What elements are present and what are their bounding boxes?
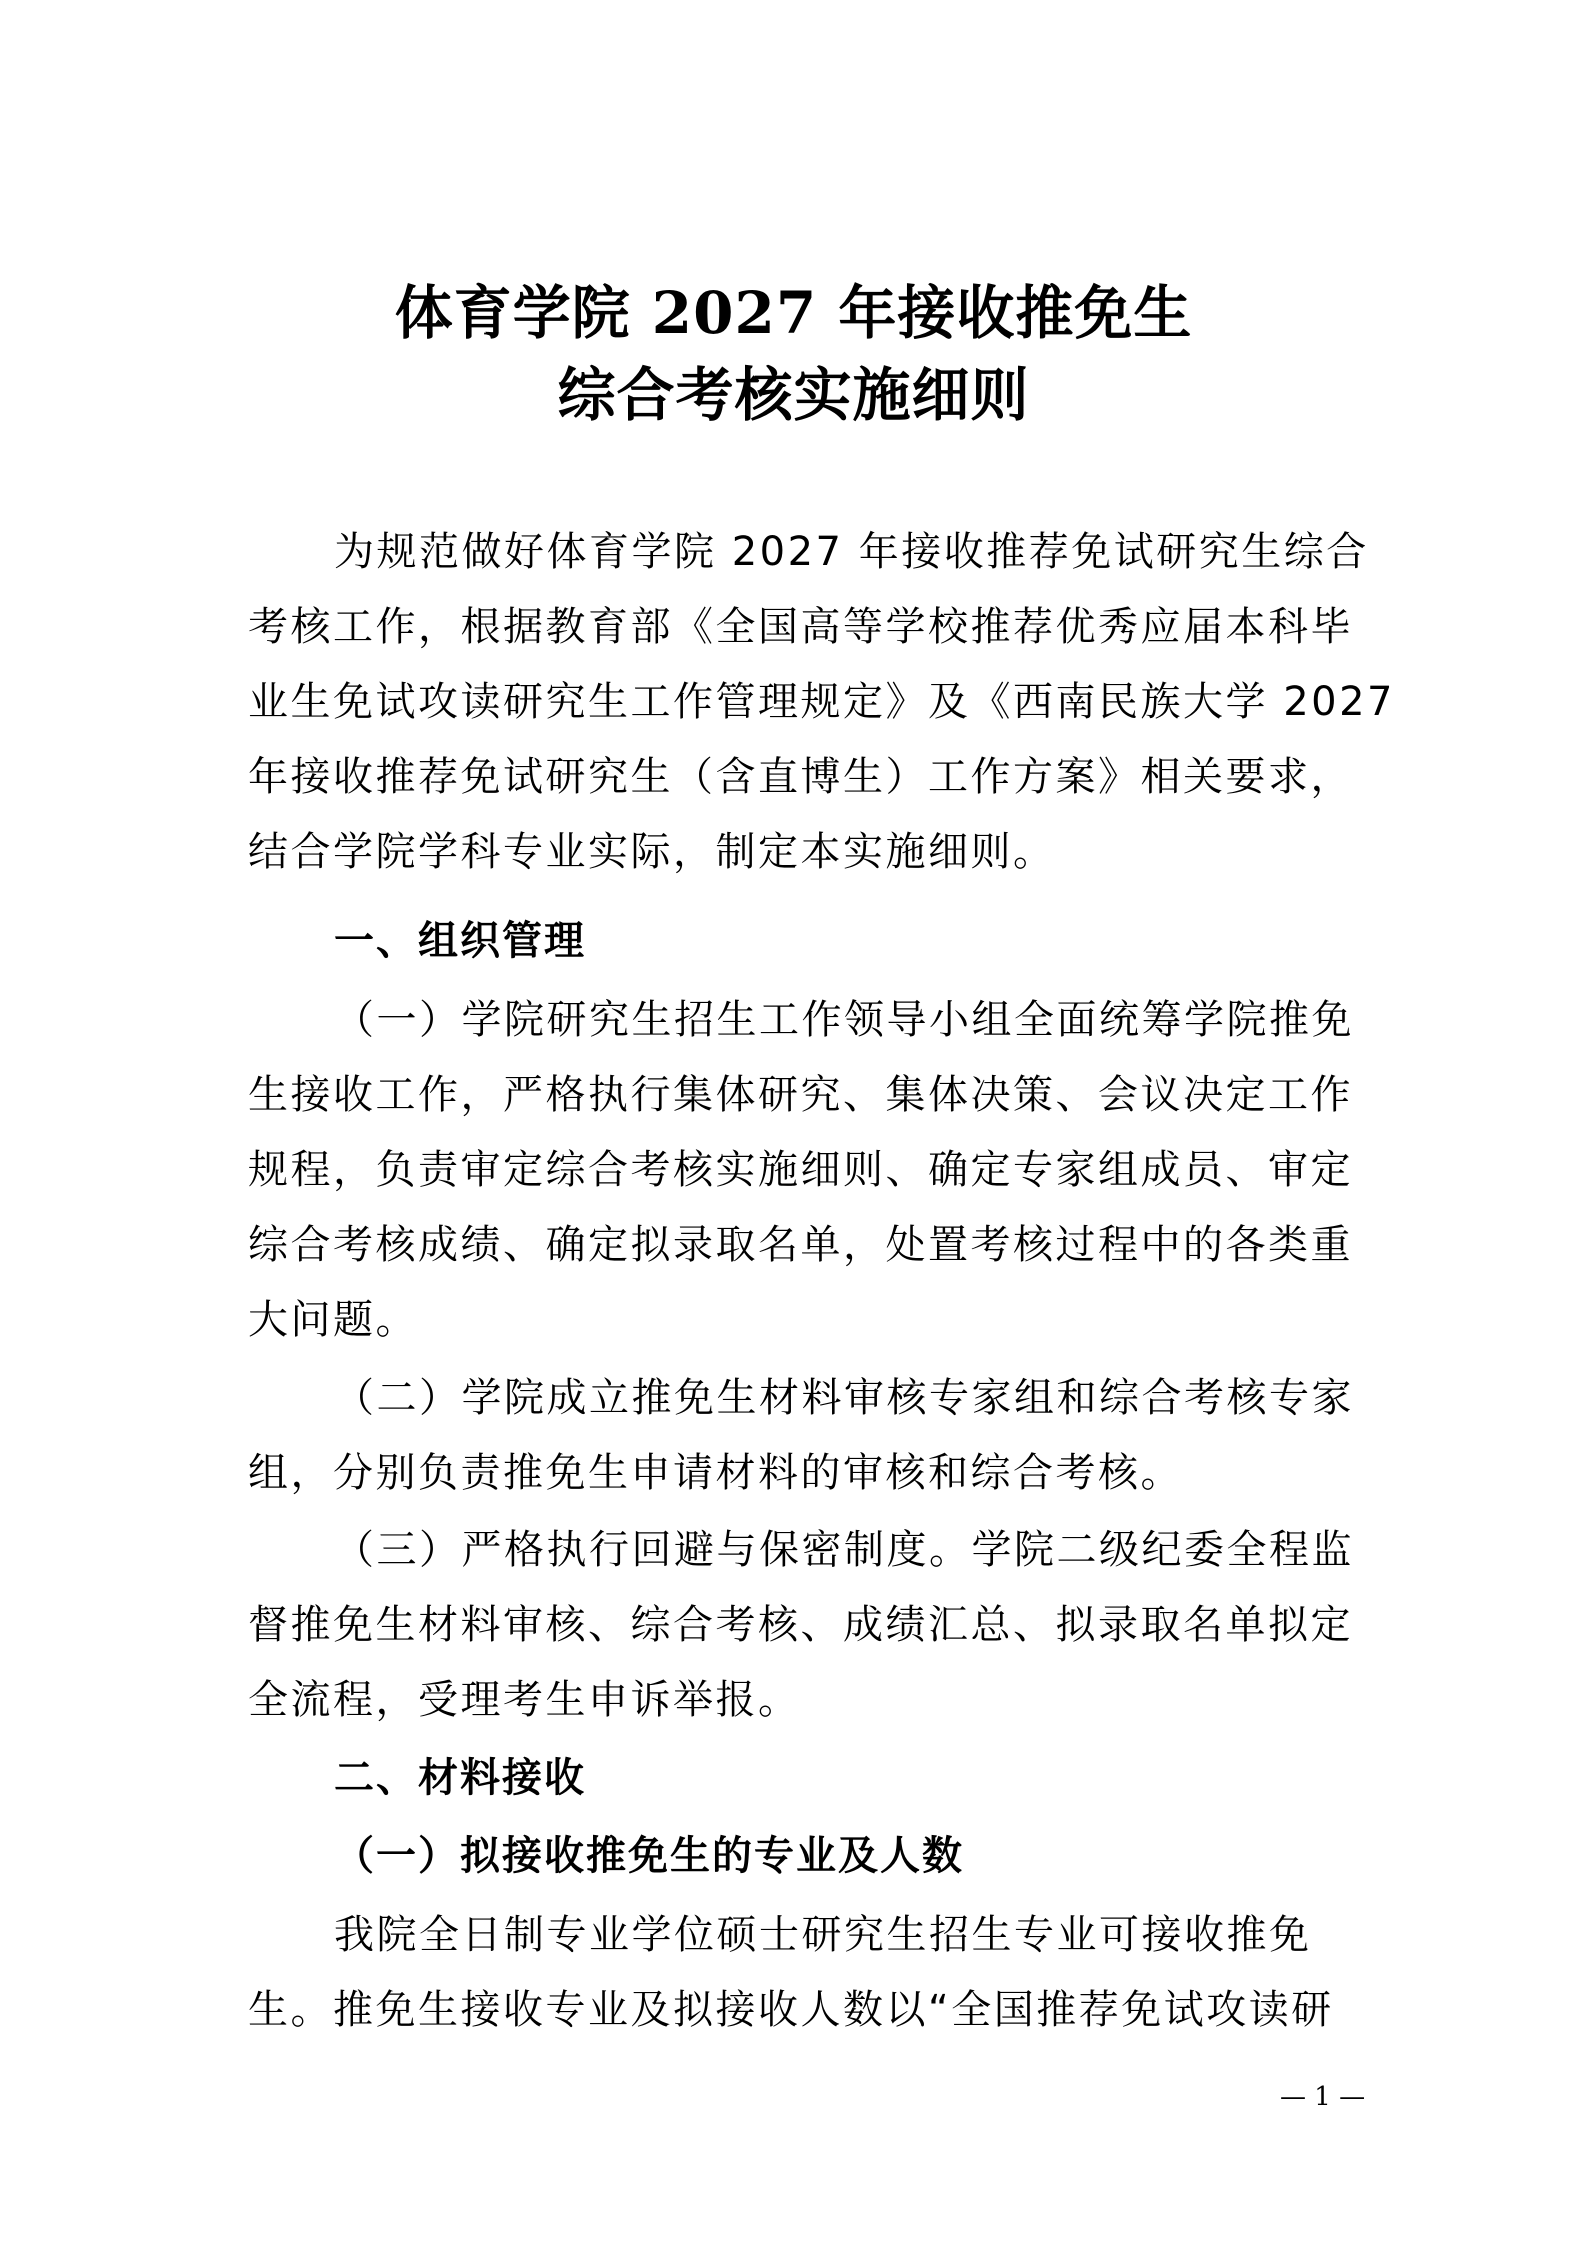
organization-item-2 [248, 1361, 1354, 1511]
paragraph-line: 我院全日制专业学位硕士研究生招生专业可接收推免 [334, 1912, 1312, 1958]
paragraph-line: 规程，负责审定综合考核实施细则、确定专家组成员、审定 [248, 1147, 1353, 1193]
paragraph-line: （三）严格执行回避与保密制度。学院二级纪委全程监 [334, 1527, 1354, 1573]
document-title-line-2: 综合考核实施细则 [557, 361, 1030, 429]
organization-item-3 [248, 1513, 1354, 1738]
page-number: — 1 — [1280, 2082, 1366, 2112]
document-title-line-1: 体育学院 2027 年接收推免生 [394, 279, 1193, 347]
paragraph-line: 生接收工作，严格执行集体研究、集体决策、会议决定工作 [248, 1072, 1353, 1118]
paragraph-line: 大问题。 [248, 1297, 418, 1343]
paragraph-line: 综合考核成绩、确定拟录取名单，处置考核过程中的各类重 [248, 1222, 1353, 1268]
paragraph-line: 组，分别负责推免生申请材料的审核和综合考核。 [248, 1450, 1183, 1496]
section-heading-materials: 二、材料接收 [334, 1755, 586, 1801]
intro-line: 为规范做好体育学院 2027 年接收推荐免试研究生综合 [334, 529, 1369, 575]
paragraph-line: 督推免生材料审核、综合考核、成绩汇总、拟录取名单拟定 [248, 1602, 1353, 1648]
subsection-heading-majors: （一）拟接收推免生的专业及人数 [334, 1833, 964, 1879]
intro-paragraph [248, 515, 1396, 890]
paragraph-line: （一）学院研究生招生工作领导小组全面统筹学院推免 [334, 997, 1354, 1043]
intro-line: 考核工作，根据教育部《全国高等学校推荐优秀应届本科毕 [248, 604, 1353, 650]
intro-line: 年接收推荐免试研究生（含直博生）工作方案》相关要求， [248, 754, 1353, 800]
section-heading-organization: 一、组织管理 [334, 918, 586, 964]
intro-line: 业生免试攻读研究生工作管理规定》及《西南民族大学 2027 [248, 679, 1396, 725]
organization-item-1 [248, 983, 1354, 1358]
paragraph-line: 生。推免生接收专业及拟接收人数以“全国推荐免试攻读研 [248, 1987, 1334, 2033]
paragraph-line: 全流程，受理考生申诉举报。 [248, 1677, 801, 1723]
paragraph-line: （二）学院成立推免生材料审核专家组和综合考核专家 [334, 1375, 1354, 1421]
majors-paragraph [248, 1898, 1348, 2048]
intro-line: 结合学院学科专业实际，制定本实施细则。 [248, 829, 1056, 875]
